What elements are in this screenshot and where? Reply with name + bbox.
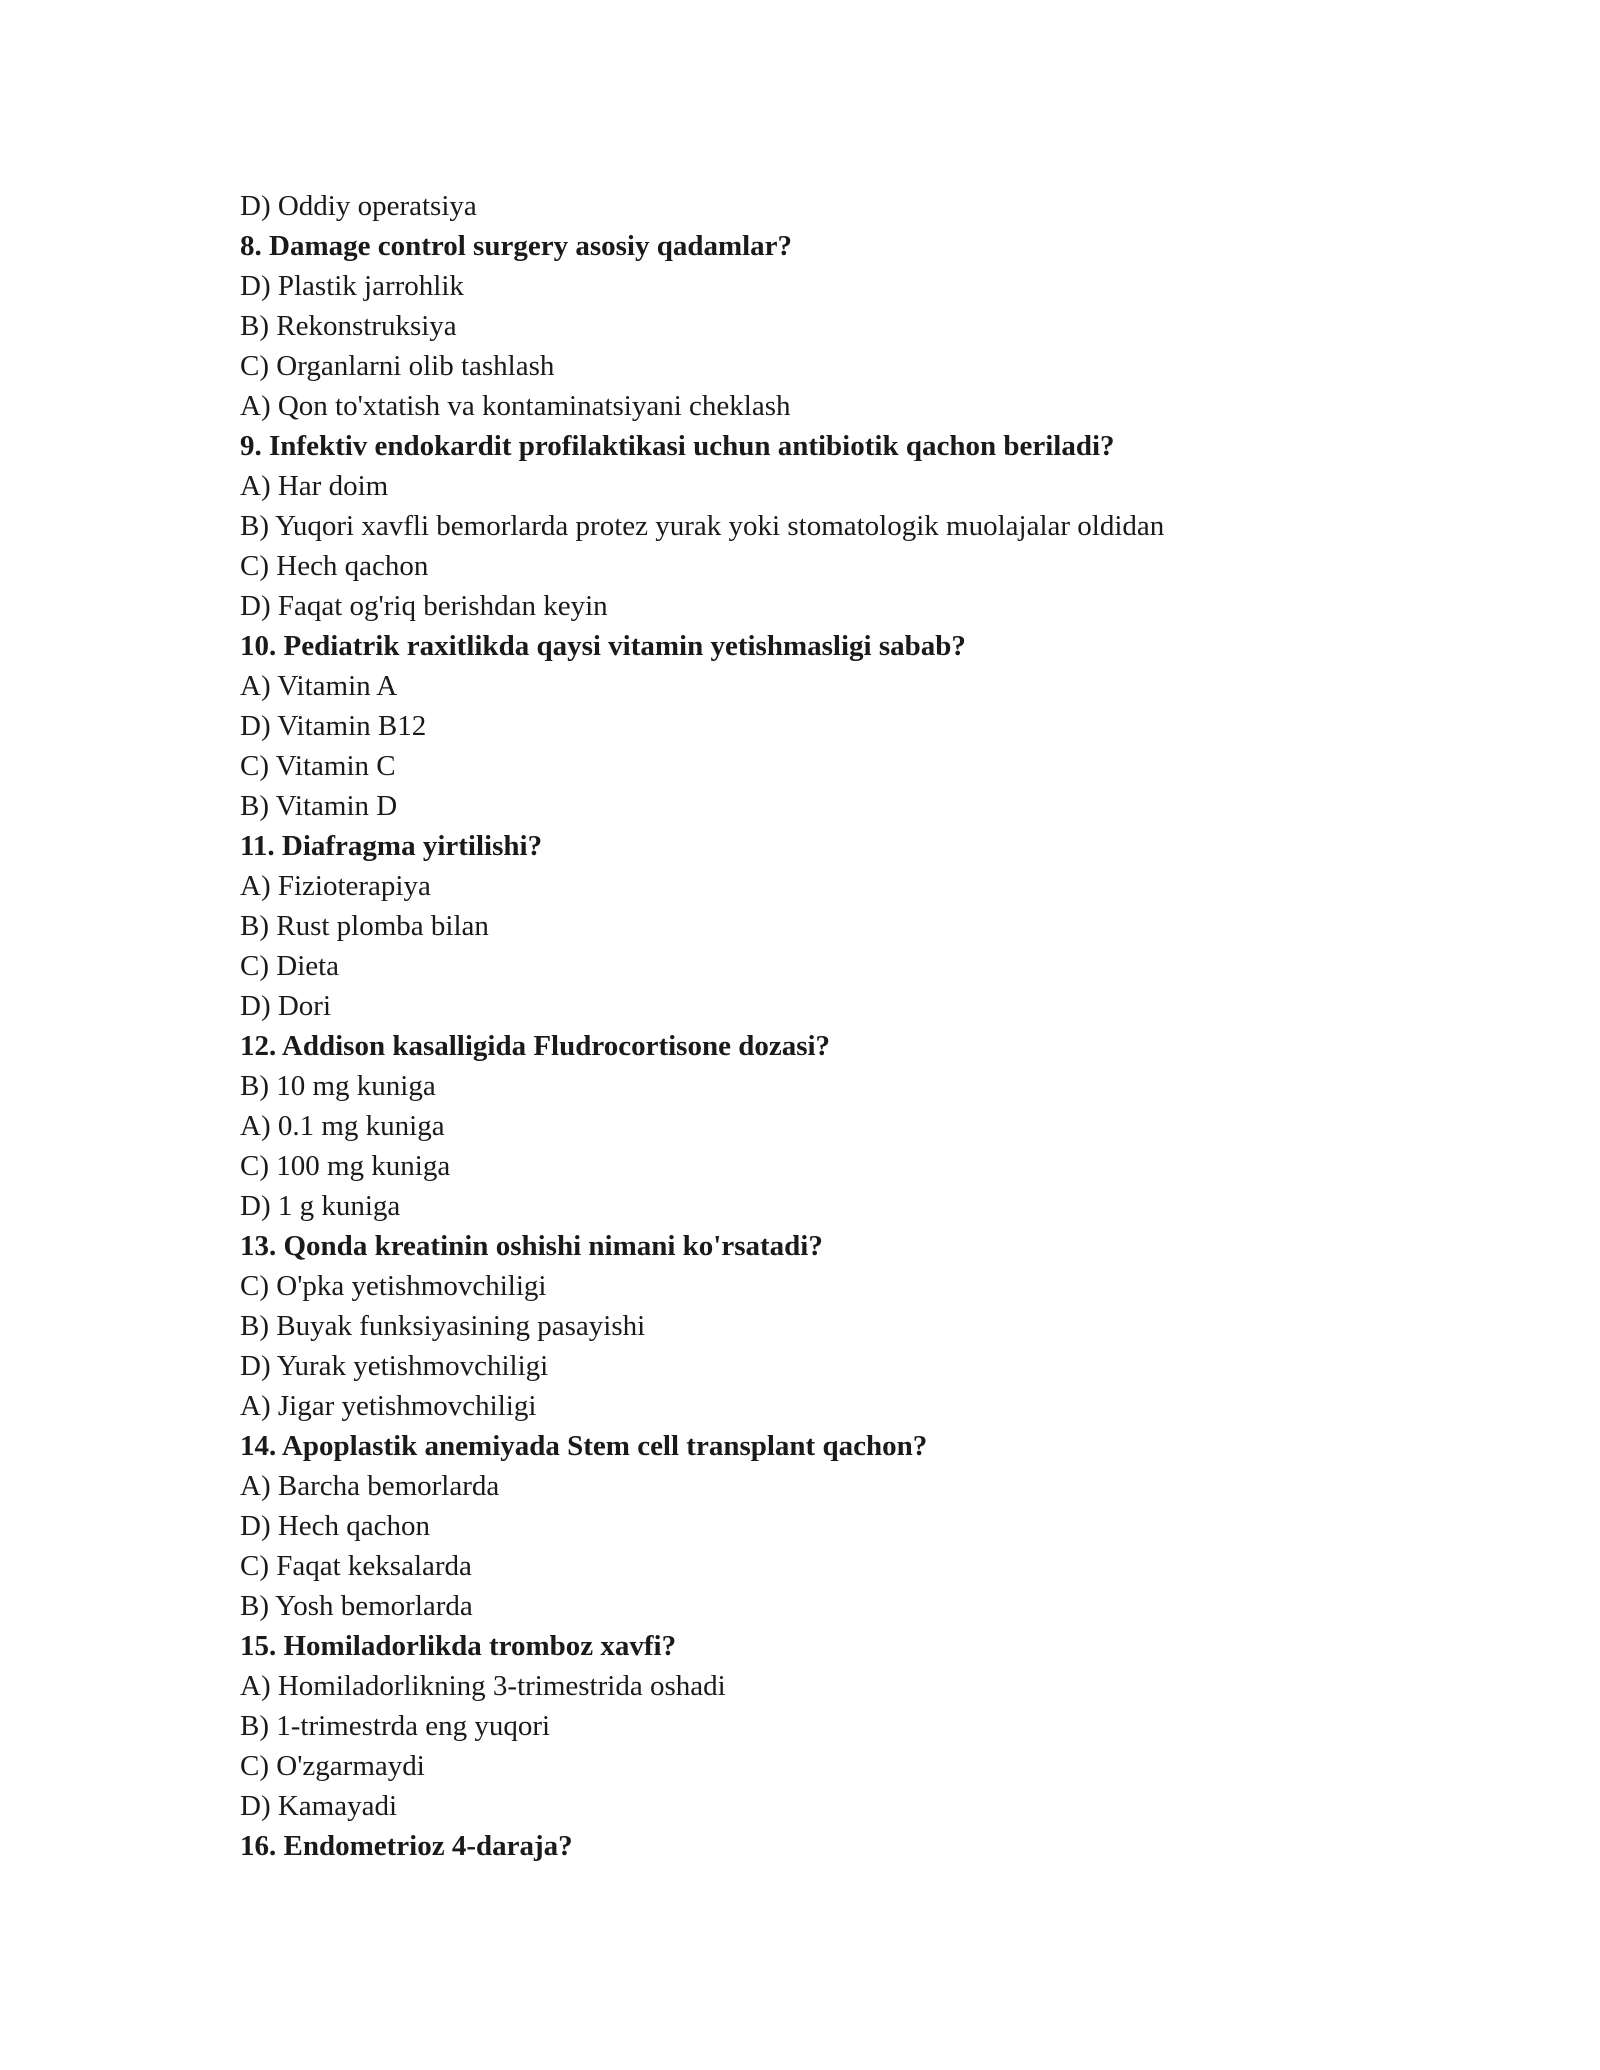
answer-option: B) Buyak funksiyasining pasayishi: [240, 1310, 646, 1342]
answer-option: A) Jigar yetishmovchiligi: [240, 1390, 537, 1422]
answer-option: C) Hech qachon: [240, 550, 429, 582]
answer-option: A) Vitamin A: [240, 670, 398, 702]
question-heading: 15. Homiladorlikda tromboz xavfi?: [240, 1630, 677, 1662]
question-heading: 10. Pediatrik raxitlikda qaysi vitamin yetishmasligi sabab?: [240, 630, 966, 662]
question-heading: 8. Damage control surgery asosiy qadamlar?: [240, 230, 793, 262]
answer-option: D) Hech qachon: [240, 1510, 431, 1542]
question-heading: 9. Infektiv endokardit profilaktikasi uchun antibiotik qachon beriladi?: [240, 430, 1115, 462]
answer-option: D) 1 g kuniga: [240, 1190, 401, 1222]
answer-option: C) O'pka yetishmovchiligi: [240, 1270, 547, 1302]
answer-option: B) Yuqori xavfli bemorlarda protez yurak yoki stomatologik muolajalar oldidan: [240, 510, 1165, 542]
answer-option: C) Vitamin C: [240, 750, 396, 782]
answer-option: D) Kamayadi: [240, 1790, 398, 1822]
answer-option: B) Vitamin D: [240, 790, 398, 822]
answer-option: A) Fizioterapiya: [240, 870, 431, 902]
answer-option: B) Rust plomba bilan: [240, 910, 489, 942]
answer-option: A) Homiladorlikning 3-trimestrida oshadi: [240, 1670, 726, 1702]
question-heading: 16. Endometrioz 4-daraja?: [240, 1830, 573, 1862]
answer-option: D) Dori: [240, 990, 332, 1022]
answer-option: D) Oddiy operatsiya: [240, 190, 477, 222]
answer-option: A) Har doim: [240, 470, 389, 502]
answer-option: C) 100 mg kuniga: [240, 1150, 451, 1182]
answer-option: D) Plastik jarrohlik: [240, 270, 464, 302]
answer-option: D) Faqat og'riq berishdan keyin: [240, 590, 608, 622]
answer-option: B) 1-trimestrda eng yuqori: [240, 1710, 551, 1742]
question-heading: 13. Qonda kreatinin oshishi nimani ko'rsatadi?: [240, 1230, 823, 1262]
answer-option: B) Rekonstruksiya: [240, 310, 457, 342]
answer-option: C) Organlarni olib tashlash: [240, 350, 555, 382]
answer-option: D) Yurak yetishmovchiligi: [240, 1350, 549, 1382]
answer-option: C) Faqat keksalarda: [240, 1550, 472, 1582]
question-heading: 14. Apoplastik anemiyada Stem cell transplant qachon?: [240, 1430, 928, 1462]
answer-option: D) Vitamin B12: [240, 710, 427, 742]
answer-option: A) Qon to'xtatish va kontaminatsiyani cheklash: [240, 390, 791, 422]
question-heading: 11. Diafragma yirtilishi?: [240, 830, 543, 862]
question-heading: 12. Addison kasalligida Fludrocortisone dozasi?: [240, 1030, 831, 1062]
answer-option: A) Barcha bemorlarda: [240, 1470, 500, 1502]
answer-option: C) O'zgarmaydi: [240, 1750, 425, 1782]
answer-option: A) 0.1 mg kuniga: [240, 1110, 445, 1142]
answer-option: B) Yosh bemorlarda: [240, 1590, 473, 1622]
answer-option: B) 10 mg kuniga: [240, 1070, 436, 1102]
answer-option: C) Dieta: [240, 950, 340, 982]
document-page: [240, 186, 1420, 1866]
